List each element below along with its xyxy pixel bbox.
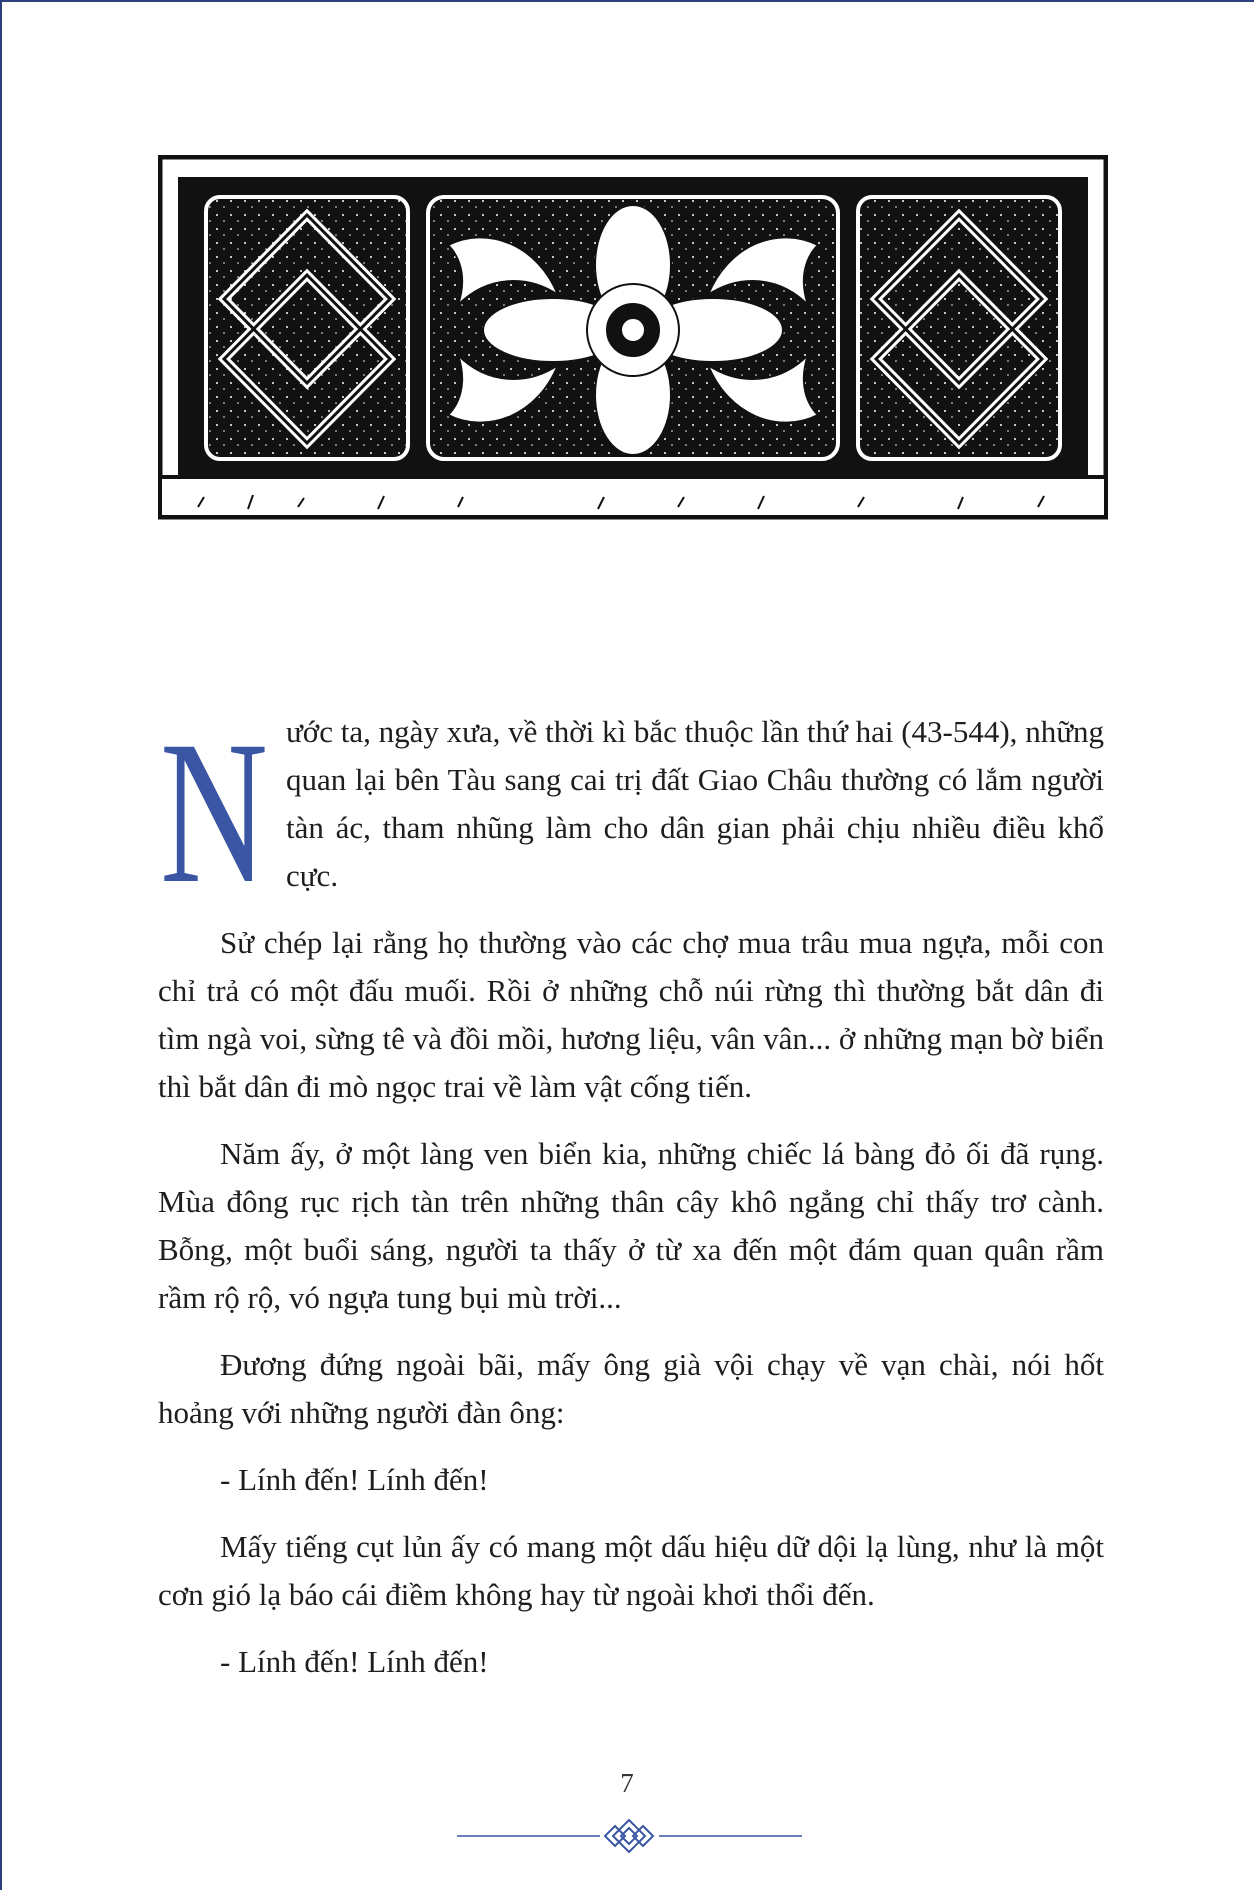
drop-cap (158, 713, 270, 889)
story-text (158, 708, 1104, 1705)
paragraph-5: Mấy tiếng cụt lủn ấy có mang một dấu hiệu dữ dội lạ lùng, như là một cơn gió lạ báo cái điềm không hay từ ngoài khơi thổi đến. (158, 1529, 1104, 1612)
page-number: 7 (620, 1768, 634, 1798)
page-border-left (0, 0, 2, 1890)
svg-text:N: N (160, 713, 268, 889)
diamond-knot-divider-icon (457, 1818, 802, 1854)
carved-lattice-panel-icon (158, 155, 1108, 525)
dialogue-line-1: - Lính đến! Lính đến! (220, 1462, 489, 1497)
dialogue-line-2: - Lính đến! Lính đến! (220, 1644, 489, 1679)
paragraph-1 (158, 708, 1104, 900)
paragraph-4: Đương đứng ngoài bãi, mấy ông già vội chạy về vạn chài, nói hốt hoảng với những người đàn ông: (158, 1347, 1104, 1430)
paragraph-3: Năm ấy, ở một làng ven biển kia, những chiếc lá bàng đỏ ối đã rụng. Mùa đông rục rịch tàn trên những thân cây khô ngẳng chỉ thấy trơ cành. Bỗng, một buổi sáng, người ta thấy ở từ xa đến một đám quan quân rầm rầm rộ rộ, vó ngựa tung bụi mù trời... (158, 1136, 1104, 1315)
page-border-top (0, 0, 1254, 2)
paragraph-2: Sử chép lại rằng họ thường vào các chợ mua trâu mua ngựa, mỗi con chỉ trả có một đấu muối. Rồi ở những chỗ núi rừng thì thường bắt dân đi tìm ngà voi, sừng tê và đồi mồi, hương liệu, vân vân... ở những mạn bờ biển thì bắt dân đi mò ngọc trai về làm vật cống tiến. (158, 925, 1104, 1104)
paragraph-1-text: ước ta, ngày xưa, về thời kì bắc thuộc lần thứ hai (43-544), những quan lại bên Tàu sang cai trị đất Giao Châu thường có lắm người tàn ác, tham nhũng làm cho dân gian phải chịu nhiều điều khổ cực. (286, 714, 1104, 893)
